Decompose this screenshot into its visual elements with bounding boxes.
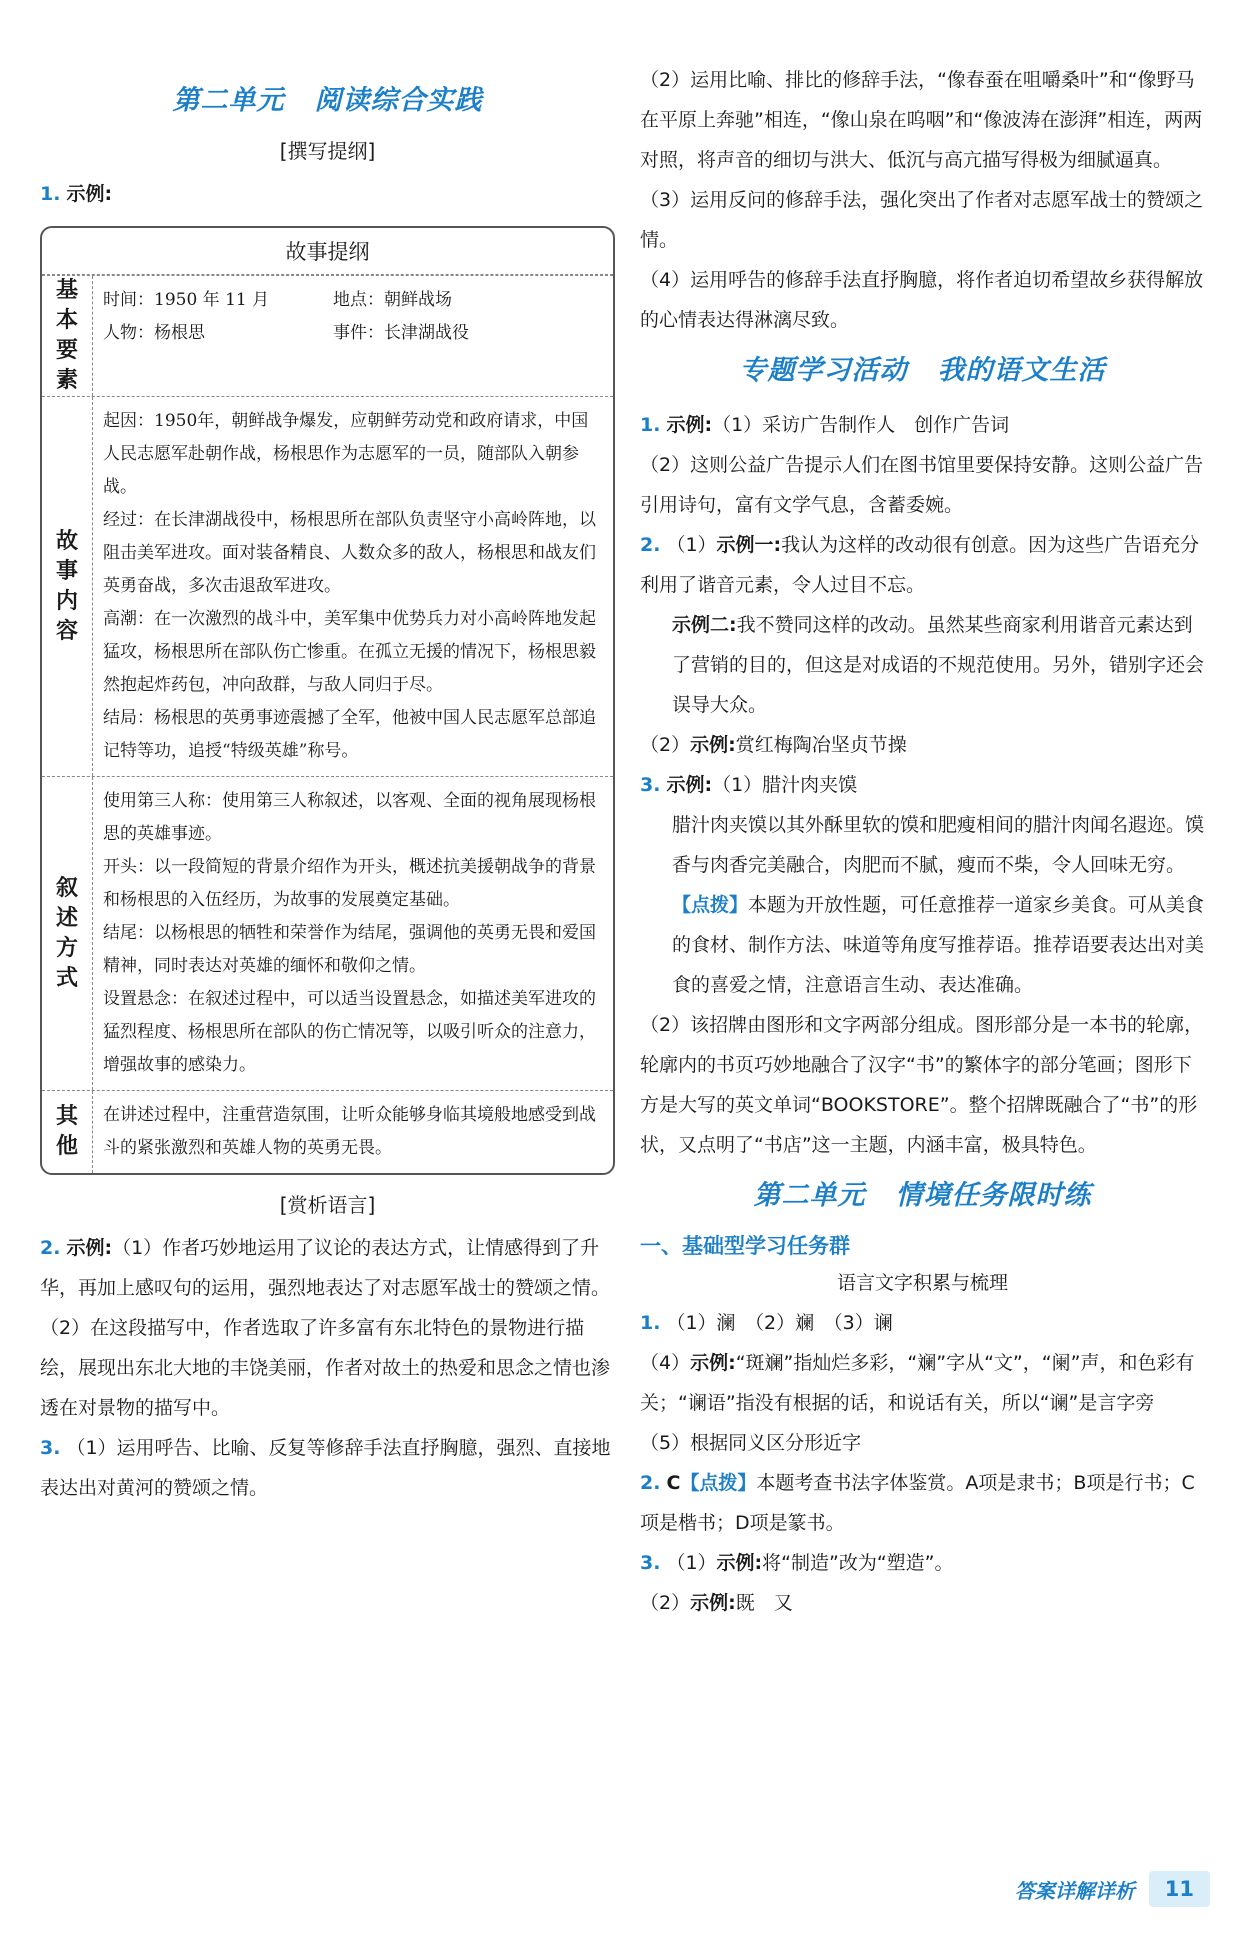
row-key: 其他 <box>55 1104 78 1159</box>
r2: 2. C【点拨】本题考查书法字体鉴赏。A项是隶书；B项是行书；C项是楷书；D项是篆书。 <box>640 1472 1195 1534</box>
r1-4: （4）示例:“斑斓”指灿烂多彩，“斓”字从“文”，“阑”声，和色彩有关；“谰语”指没有根据的话，和说话有关，所以“谰”是言字旁 <box>640 1352 1195 1414</box>
outline-row-content <box>42 396 613 776</box>
unit2-title: 第二单元 情境任务限时练 <box>753 1180 1092 1211</box>
cell: 在讲述过程中，注重营造氛围，让听众能够身临其境般地感受到战斗的紧张激烈和英雄人物的英勇无畏。 <box>103 1105 596 1158</box>
row-key: 故事内容 <box>55 528 78 644</box>
cell: 经过：在长津湖战役中，杨根思所在部队负责坚守小高岭阵地，以阻击美军进攻。面对装备精良、人数众多的敌人，杨根思和战友们英勇奋战，多次击退敌军进攻。 <box>103 510 596 596</box>
part-subheading: 语言文字积累与梳理 <box>836 1272 1008 1294</box>
topic-q3: 3. 示例:（1）腊汁肉夹馍 <box>640 774 858 796</box>
r3: 3. （1）示例:将“制造”改为“塑造”。 <box>640 1552 954 1574</box>
r1-5: （5）根据同义区分形近字 <box>640 1432 862 1454</box>
outline-heading: 故事提纲 <box>42 228 613 275</box>
topic-q3-tip: 【点拨】本题为开放性题，可任意推荐一道家乡美食。可从美食的食材、制作方法、味道等角度写推荐语。推荐语要表达出对美食的喜爱之情，注意语言生动、表达准确。 <box>672 894 1205 996</box>
topic-q3-body: 腊汁肉夹馍以其外酥里软的馍和肥瘦相间的腊汁肉闻名遐迩。馍香与肉香完美融合，肉肥而不腻，瘦而不柴，令人回味无穷。 <box>672 814 1205 876</box>
topic-title: 专题学习活动 我的语文生活 <box>739 355 1106 386</box>
cell: 设置悬念：在叙述过程中，可以适当设置悬念，如描述美军进攻的猛烈程度、杨根思所在部队的伤亡情况等，以吸引听众的注意力，增强故事的感染力。 <box>103 989 596 1075</box>
cell: 事件：长津湖战役 <box>333 323 469 343</box>
unit-title: 第二单元 阅读综合实践 <box>172 85 483 116</box>
question-1: 1. 示例: <box>40 183 113 205</box>
cell: 地点：朝鲜战场 <box>333 290 452 310</box>
cell: 起因：1950年，朝鲜战争爆发，应朝鲜劳动党和政府请求，中国人民志愿军赴朝作战，杨根思作为志愿军的一员，随部队入朝参战。 <box>103 411 589 497</box>
topic-q1-2: （2）这则公益广告提示人们在图书馆里要保持安静。这则公益广告引用诗句，富有文学气息，含蓄委婉。 <box>640 454 1204 516</box>
outline-row-other <box>42 1090 613 1173</box>
question-3: 3. （1）运用呼告、比喻、反复等修辞手法直抒胸臆，强烈、直接地表达出对黄河的赞颂之情。 <box>40 1437 611 1499</box>
row-key: 基本要素 <box>55 278 78 393</box>
story-outline-table <box>40 226 615 1175</box>
row-key: 叙述方式 <box>55 875 78 991</box>
topic-q2: 2. （1）示例一:我认为这样的改动很有创意。因为这些广告语充分利用了谐音元素，令人过目不忘。 <box>640 534 1200 596</box>
cell: 使用第三人称：使用第三人称叙述，以客观、全面的视角展现杨根思的英雄事迹。 <box>103 791 596 844</box>
footer-brand: 答案详解详析 <box>1014 1878 1135 1903</box>
section-heading: [撰写提纲] <box>279 139 376 163</box>
cell: 结局：杨根思的英勇事迹震撼了全军，他被中国人民志愿军总部追记特等功，追授“特级英雄”称号。 <box>103 708 596 761</box>
r1: 1. （1）澜 （2）斓 （3）谰 <box>640 1312 893 1334</box>
cell: 人物：杨根思 <box>103 323 205 343</box>
topic-q2-2: （2）示例:赏红梅陶冶坚贞节操 <box>640 734 907 756</box>
question-2-2: （2）在这段描写中，作者选取了许多富有东北特色的景物进行描绘，展现出东北大地的丰饶美丽，作者对故土的热爱和思念之情也渗透在对景物的描写中。 <box>40 1317 611 1419</box>
topic-q1: 1. 示例:（1）采访广告制作人 创作广告词 <box>640 414 1010 436</box>
page-footer <box>1015 1871 1210 1907</box>
answer-3-2: （2）运用比喻、排比的修辞手法，“像春蚕在咀嚼桑叶”和“像野马在平原上奔驰”相连，“像山泉在呜咽”和“像波涛在澎湃”相连，两两对照，将声音的细切与洪大、低沉与高亢描写得极为细腻逼真。 <box>640 69 1203 171</box>
topic-q3-2: （2）该招牌由图形和文字两部分组成。图形部分是一本书的轮廓，轮廓内的书页巧妙地融合了汉字“书”的繁体字的部分笔画；图形下方是大写的英文单词“BOOKSTORE”。整个招牌既融合了“书”的形状，又点明了“书店”这一主题，内涵丰富，极具特色。 <box>640 1014 1204 1156</box>
answer-3-3: （3）运用反问的修辞手法，强化突出了作者对志愿军战士的赞颂之情。 <box>640 189 1204 251</box>
page-number: 11 <box>1149 1871 1210 1907</box>
outline-row-narration <box>42 776 613 1090</box>
part-heading: 一、基础型学习任务群 <box>640 1234 850 1258</box>
cell: 时间：1950 年 11 月 <box>103 290 270 310</box>
outline-row-basics <box>42 275 613 396</box>
left-column <box>40 70 615 1508</box>
cell: 开头：以一段简短的背景介绍作为开头，概述抗美援朝战争的背景和杨根思的入伍经历，为故事的发展奠定基础。 <box>103 857 596 910</box>
right-column <box>640 60 1205 1623</box>
question-2: 2. 示例:（1）作者巧妙地运用了议论的表达方式，让情感得到了升华，再加上感叹句的运用，强烈地表达了对志愿军战士的赞颂之情。 <box>40 1237 611 1299</box>
r3-2: （2）示例:既 又 <box>640 1592 793 1614</box>
topic-q2-ex2: 示例二:我不赞同这样的改动。虽然某些商家利用谐音元素达到了营销的目的，但这是对成语的不规范使用。另外，错别字还会误导大众。 <box>672 614 1205 716</box>
cell: 高潮：在一次激烈的战斗中，美军集中优势兵力对小高岭阵地发起猛攻，杨根思所在部队伤亡惨重。在孤立无援的情况下，杨根思毅然抱起炸药包，冲向敌群，与敌人同归于尽。 <box>103 609 596 695</box>
section-heading: [赏析语言] <box>279 1193 376 1217</box>
answer-3-4: （4）运用呼告的修辞手法直抒胸臆，将作者迫切希望故乡获得解放的心情表达得淋漓尽致。 <box>640 269 1204 331</box>
cell: 结尾：以杨根思的牺牲和荣誉作为结尾，强调他的英勇无畏和爱国精神，同时表达对英雄的缅怀和敬仰之情。 <box>103 923 596 976</box>
